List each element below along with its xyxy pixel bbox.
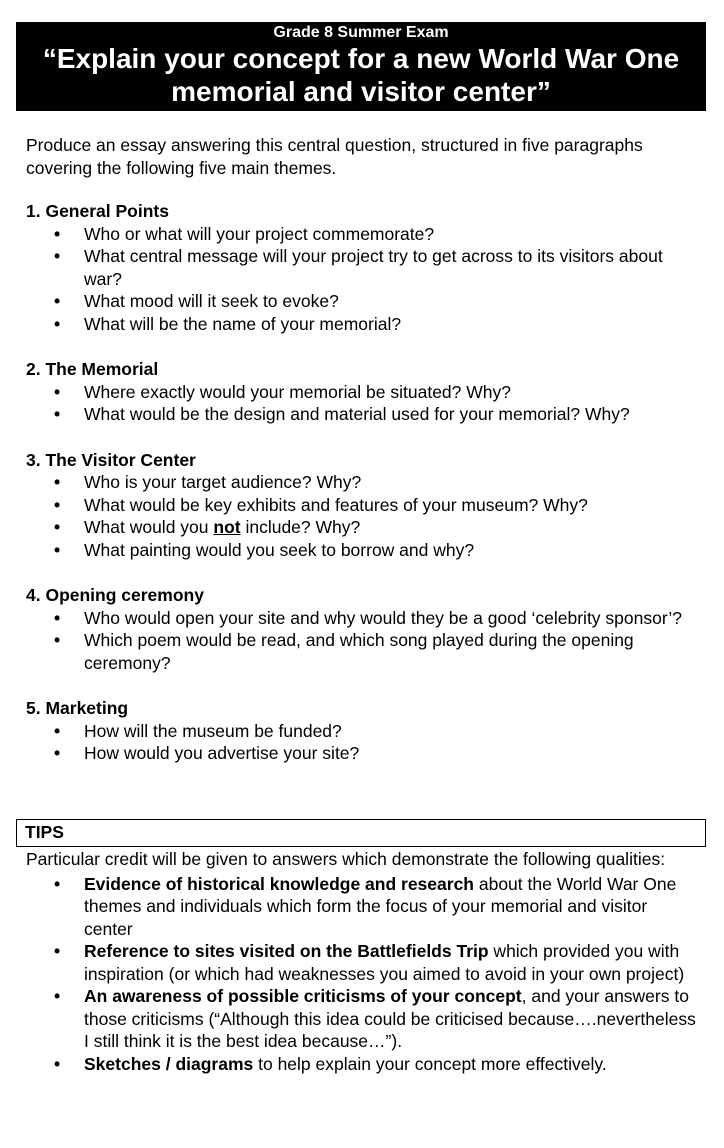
tips-label-box <box>16 819 706 847</box>
emphasis-not: not <box>213 517 241 537</box>
list-item-text: How would you advertise your site? <box>84 743 360 763</box>
bullet-icon: • <box>54 404 61 424</box>
list-item-text: What would be the design and material used for your memorial? Why? <box>84 404 630 424</box>
tip-emphasis: Reference to sites visited on the Battlefields Trip <box>84 941 489 961</box>
bullet-icon: • <box>54 720 61 741</box>
tip-emphasis: Evidence of historical knowledge and research <box>84 873 474 894</box>
list-item-text: Who is your target audience? Why? <box>84 472 362 492</box>
list-item-text-after: include? Why? <box>240 517 361 537</box>
tips-label: TIPS <box>25 822 64 842</box>
exam-header <box>16 22 706 111</box>
list-item <box>26 223 696 246</box>
list-item-text: Who or what will your project commemorate? <box>84 223 435 244</box>
tip-item <box>26 1053 696 1076</box>
list-item <box>26 720 696 743</box>
intro-paragraph: Produce an essay answering this central question, structured in five paragraphs covering the following five main themes. <box>26 135 643 178</box>
list-item <box>26 381 696 404</box>
bullet-list <box>26 223 696 336</box>
bullet-list <box>26 381 696 426</box>
tip-item <box>26 985 696 1053</box>
section-general-points <box>26 200 696 335</box>
list-item-text: What mood will it seek to evoke? <box>84 291 339 311</box>
list-item-text: Which poem would be read, and which song played during the opening ceremony? <box>84 630 634 673</box>
bullet-icon: • <box>54 743 61 763</box>
list-item-text: What would be key exhibits and features of your museum? Why? <box>84 494 588 515</box>
exam-title-line-1: “Explain your concept for a new World War One <box>42 43 680 74</box>
tip-text: , and your answers to those criticisms (“Although this idea could be criticised because….nevertheless I still think it is the best idea because…”). <box>84 986 696 1051</box>
exam-title-line-2: memorial and visitor center” <box>171 76 551 107</box>
bullet-icon: • <box>54 291 61 311</box>
section-heading: 3. The Visitor Center <box>26 449 196 470</box>
bullet-list <box>26 471 696 561</box>
list-item-text <box>84 517 360 537</box>
bullet-icon: • <box>54 246 61 266</box>
bullet-icon: • <box>54 1053 61 1074</box>
bullet-icon: • <box>54 941 61 961</box>
tip-emphasis: Sketches / diagrams <box>84 1053 254 1074</box>
tip-item <box>26 873 696 941</box>
section-heading: 4. Opening ceremony <box>26 585 204 605</box>
list-item-text: What central message will your project try to get across to its visitors about war? <box>84 246 663 289</box>
bullet-icon: • <box>54 313 61 334</box>
tip-text: which provided you with inspiration (or which had weaknesses you aimed to avoid in your own project) <box>84 941 685 984</box>
bullet-icon: • <box>54 381 61 402</box>
section-heading: 2. The Memorial <box>26 359 159 379</box>
list-item <box>26 403 696 426</box>
tip-text: about the World War One themes and individuals which form the focus of your memorial and visitor center <box>84 873 677 939</box>
tip-item <box>26 940 696 985</box>
list-item <box>26 539 696 562</box>
tip-emphasis: An awareness of possible criticisms of your concept <box>84 986 522 1006</box>
tips-section <box>26 848 696 1075</box>
bullet-icon: • <box>54 539 61 560</box>
list-item <box>26 471 696 494</box>
bullet-icon: • <box>54 494 61 515</box>
tip-text: to help explain your concept more effectively. <box>253 1053 607 1074</box>
list-item <box>26 516 696 539</box>
bullet-list <box>26 607 696 675</box>
list-item <box>26 290 696 313</box>
section-marketing <box>26 697 696 765</box>
section-heading: 1. General Points <box>26 201 169 221</box>
list-item <box>26 245 696 290</box>
bullet-icon: • <box>54 630 61 650</box>
bullet-list <box>26 720 696 765</box>
list-item <box>26 313 696 336</box>
section-opening-ceremony <box>26 584 696 674</box>
list-item-text: Who would open your site and why would they be a good ‘celebrity sponsor’? <box>84 607 682 628</box>
bullet-icon: • <box>54 986 61 1006</box>
exam-subtitle: Grade 8 Summer Exam <box>273 24 449 41</box>
list-item-text: What painting would you seek to borrow and why? <box>84 539 475 560</box>
list-item <box>26 742 696 765</box>
tips-intro: Particular credit will be given to answers which demonstrate the following qualities: <box>26 849 666 869</box>
section-visitor-center <box>26 449 696 562</box>
list-item-text: Where exactly would your memorial be situated? Why? <box>84 381 511 402</box>
bullet-icon: • <box>54 607 61 628</box>
list-item <box>26 494 696 517</box>
list-item <box>26 629 696 674</box>
list-item <box>26 607 696 630</box>
section-heading: 5. Marketing <box>26 698 129 718</box>
bullet-icon: • <box>54 517 61 537</box>
list-item-text: How will the museum be funded? <box>84 720 342 741</box>
list-item-text-before: What would you <box>84 517 214 537</box>
bullet-icon: • <box>54 223 61 244</box>
tips-list <box>26 873 696 1076</box>
bullet-icon: • <box>54 873 61 894</box>
essay-instructions <box>26 134 696 788</box>
list-item-text: What will be the name of your memorial? <box>84 313 402 334</box>
section-the-memorial <box>26 358 696 426</box>
bullet-icon: • <box>54 472 61 492</box>
